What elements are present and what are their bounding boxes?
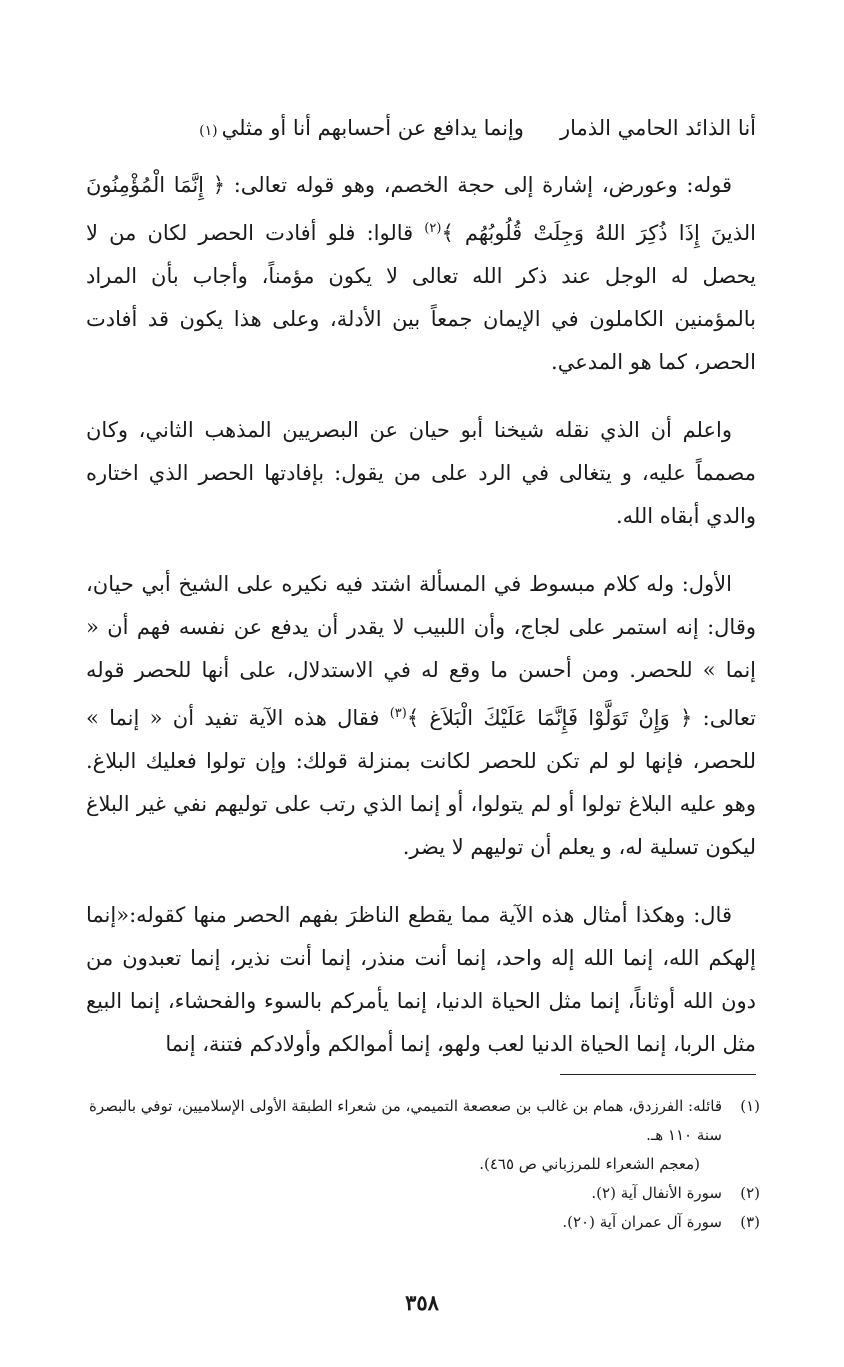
- paragraph-3-text-b: فقال هذه الآية تفيد أن « إنما » للحصر، فإنها لو لم تكن للحصر لكانت بمنزلة قولك: وإن تولوا فعليك البلاغ. وهو عليه البلاغ تولوا أو لم يتولوا، أو إنما الذي رتب على توليهم نفي غير البلاغ ليكون تسلية له، و يعلم أن توليهم لا يضر.: [86, 706, 756, 859]
- verse-footnote-ref: (١): [199, 123, 218, 139]
- paragraph-3: [86, 563, 756, 869]
- footnotes: [80, 1092, 760, 1237]
- footnote-text: (معجم الشعراء للمرزباني ص ٤٦٥).: [479, 1155, 700, 1173]
- footnote-text: سورة آل عمران آية (٢٠).: [562, 1213, 722, 1231]
- footnote-text: سورة الأنفال آية (٢).: [591, 1184, 722, 1202]
- paragraph-4: قال: وهكذا أمثال هذه الآية مما يقطع الناظرَ بفهم الحصر منها كقوله:«إنما إلهكم الله، إنما الله إله واحد، إنما أنت منذر، إنما أنت نذير، إنما تعبدون من دون الله أوثاناً، إنما مثل الحياة الدنيا، إنما يأمركم بالسوء والفحشاء، إنما البيع مثل الربا، إنما الحياة الدنيا لعب ولهو، إنما أموالكم وأولادكم فتنة، إنما: [86, 903, 756, 1056]
- footnote-item: [80, 1208, 760, 1237]
- paragraph-2: واعلم أن الذي نقله شيخنا أبو حيان عن البصريين المذهب الثاني، وكان مصمماً عليه، و يتغالى في الرد على من يقول: بإفادتها الحصر الذي اختاره والدي أبقاه الله.: [86, 418, 756, 528]
- paragraph-1-text-a: قوله: وعورض، إشارة إلى حجة الخصم، وهو قوله تعالى: ﴿ إِنَّمَا الْمُؤْمِنُونَ الذينَ إِذَا ذُكِرَ اللهُ وَجِلَتْ قُلُوبُهُم ﴾: [86, 173, 756, 245]
- paragraph-3-text-a: الأول: وله كلام مبسوط في المسألة اشتد فيه نكيره على الشيخ أبي حيان، وقال: إنه استمر على لجاج، وأن اللبيب لا يقدر أن يدفع عن نفسه فهم أن « إنما » للحصر. ومن أحسن ما وقع له في الاستدلال، على أنها للحصر قوله تعالى: ﴿ وَإِنْ تَوَلَّوْا فَإِنَّمَا عَلَيْكَ الْبَلاَغ ﴾: [86, 572, 756, 730]
- paragraph-1: [86, 164, 756, 384]
- footnote-text: قائله: الفرزدق، همام بن غالب بن صعصعة التميمي، من شعراء الطبقة الأولى الإسلاميين، توفي بالبصرة سنة ١١٠ هـ.: [89, 1097, 722, 1144]
- footnote-item: [80, 1150, 760, 1179]
- footnote-number: (١): [740, 1097, 760, 1115]
- footnote-item: [80, 1179, 760, 1208]
- page-number: ٣٥٨: [405, 1290, 439, 1315]
- footnote-divider: [560, 1074, 756, 1075]
- paragraph-1-text-b: قالوا: فلو أفادت الحصر لكان من لا يحصل له الوجل عند ذكر الله تعالى لا يكون مؤمناً، وأجاب بأن المراد بالمؤمنين الكاملون في الإيمان جمعاً بين الأدلة، وعلى هذا يكون قد أفادت الحصر، كما هو المدعي.: [86, 221, 756, 374]
- footnote-number: (٣): [740, 1213, 760, 1231]
- footnote-item: [80, 1092, 760, 1150]
- footnote-number: (٢): [740, 1184, 760, 1202]
- footnote-ref-2: (٢): [424, 221, 442, 236]
- footnote-ref-3: (٣): [389, 706, 407, 721]
- poetry-verse: [72, 108, 756, 151]
- verse-first-hemistich: أنا الذائد الحامي الذمار: [559, 116, 756, 140]
- verse-second-hemistich: وإنما يدافع عن أحسابهم أنا أو مثلي: [221, 116, 524, 140]
- main-text: [86, 164, 756, 1091]
